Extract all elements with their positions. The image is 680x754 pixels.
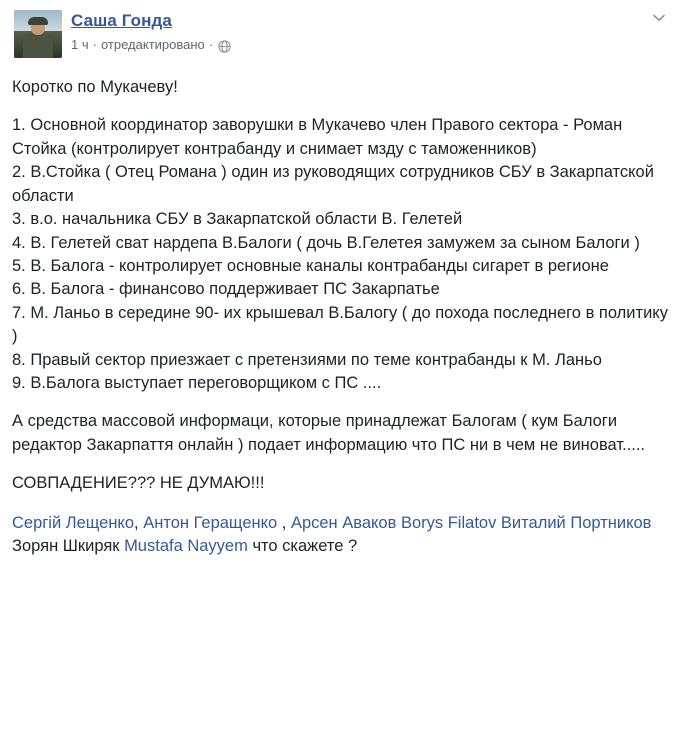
post-paragraph-3: 3. в.о. начальника СБУ в Закарпатской области В. Гелетей (12, 210, 463, 229)
mention-link[interactable]: Арсен Аваков (290, 513, 397, 532)
post-message (12, 76, 673, 559)
chevron-down-icon (653, 14, 665, 22)
post-header (12, 10, 668, 58)
globe-icon[interactable] (218, 40, 231, 53)
post-paragraph-7: 7. М. Ланьо в середине 90- их крышевал В.Балогу ( до похода последнего в политику ) (12, 303, 673, 346)
post-paragraph-5: 5. В. Балога - контролирует основные каналы контрабанды сигарет в регионе (12, 256, 609, 275)
meta-separator-2: · (208, 37, 214, 53)
post-paragraph-8: 8. Правый сектор приезжает с претензиями по теме контрабанды к М. Ланьо (12, 350, 602, 369)
post-paragraph-6: 6. В. Балога - финансово поддерживает ПС Закарпатье (12, 280, 440, 299)
mention-plain-text: что скажете ? (247, 537, 358, 556)
post-paragraph-1: 1. Основной координатор заворушки в Мукачево член Правого сектора - Роман Стойка (контролирует контрабанду и снимает мзду с таможенников) (12, 116, 627, 158)
mention-plain-text: Зорян Шкиряк (12, 537, 125, 556)
post-paragraph-0: Коротко по Мукачеву! (12, 78, 178, 96)
author-name[interactable]: Саша Гонда (71, 11, 172, 30)
post-timestamp[interactable]: 1 ч (71, 37, 89, 53)
mention-link[interactable]: Mustafa Nayyem (124, 537, 248, 556)
mention-link[interactable]: Сергій Лещенко (12, 513, 135, 532)
post-meta (71, 37, 231, 53)
post-mentions (12, 512, 668, 559)
post-paragraph-2: 2. В.Стойка ( Отец Романа ) один из руководящих сотрудников СБУ в Закарпатской области (12, 163, 659, 205)
mention-link[interactable]: Borys Filatov (400, 513, 497, 532)
mention-link[interactable]: Антон Геращенко (143, 513, 278, 532)
post-edited-label[interactable]: отредактировано (100, 37, 205, 53)
avatar-person-hat (28, 17, 48, 25)
avatar-person-body (23, 34, 53, 58)
avatar[interactable] (14, 10, 62, 58)
mention-plain-text: , (277, 513, 291, 532)
post-paragraph-11: СОВПАДЕНИЕ??? НЕ ДУМАЮ!!! (12, 474, 265, 493)
meta-separator-1: · (92, 37, 97, 53)
post-paragraph-4: 4. В. Гелетей сват нардепа В.Балоги ( дочь В.Гелетея замужем за сыном Балоги ) (12, 233, 640, 252)
mention-plain-text: , (134, 513, 144, 532)
post-header-text (71, 10, 231, 53)
post-paragraph-10: А средства массовой информаци, которые принадлежат Балогам ( кум Балоги редактор Закарпаття онлайн ) подает информацию что ПС ни в чем не виноват..... (12, 412, 646, 454)
mention-link[interactable]: Виталий Портников (500, 513, 652, 532)
post-paragraph-9: 9. В.Балога выступает переговорщиком с ПС .... (12, 374, 382, 393)
post-options-button[interactable] (648, 8, 670, 28)
